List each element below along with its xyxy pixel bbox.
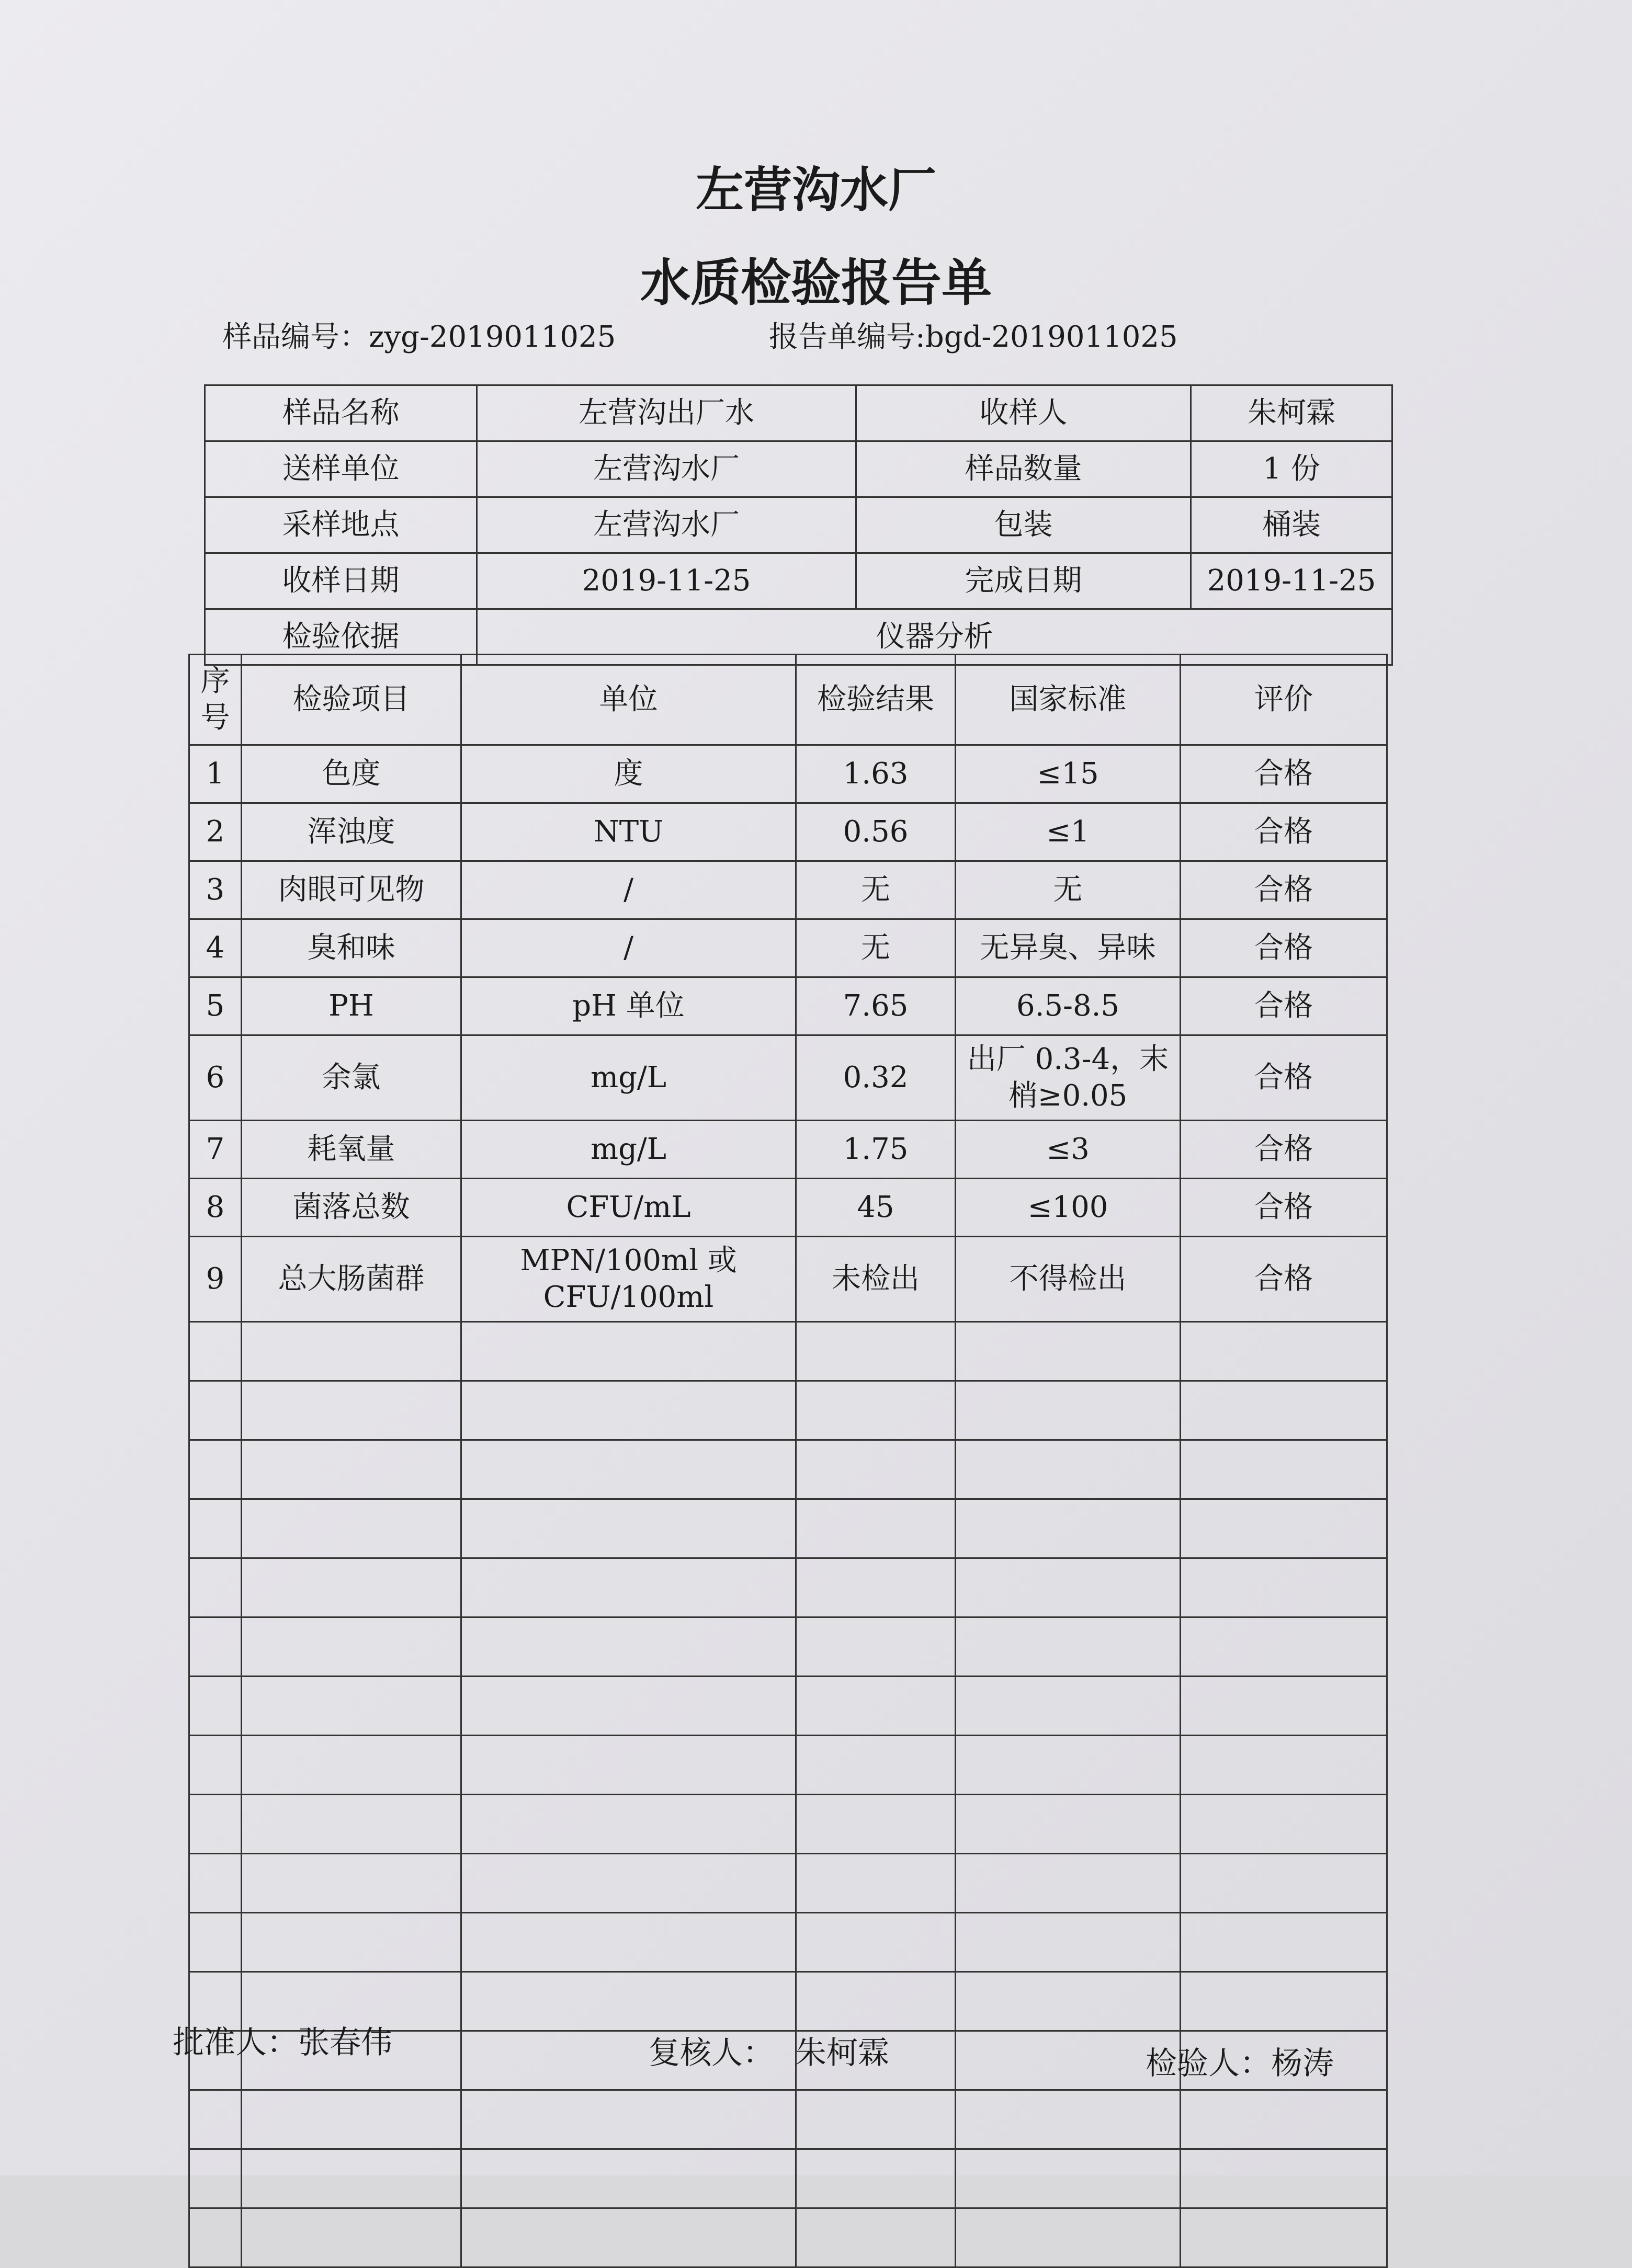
approver-signature <box>173 2018 392 2062</box>
col-header-unit: 单位 <box>461 655 796 745</box>
empty-row <box>189 1440 1387 1499</box>
info-value: 2019-11-25 <box>477 553 856 609</box>
evaluation: 合格 <box>1181 1179 1387 1237</box>
unit: mg/L <box>461 1035 796 1121</box>
info-label: 完成日期 <box>856 553 1191 609</box>
info-value: 2019-11-25 <box>1191 553 1392 609</box>
approver-name: 张春伟 <box>298 2024 392 2061</box>
evaluation: 合格 <box>1181 1121 1387 1179</box>
row-index: 5 <box>189 977 242 1035</box>
standard: ≤100 <box>956 1179 1181 1237</box>
info-label: 样品数量 <box>856 441 1191 497</box>
standard: 无异臭、异味 <box>956 919 1181 977</box>
test-item: 色度 <box>242 745 461 803</box>
table-row <box>189 861 1387 919</box>
unit: 度 <box>461 745 796 803</box>
unit: / <box>461 919 796 977</box>
row-index: 8 <box>189 1179 242 1237</box>
empty-row <box>189 1736 1387 1795</box>
empty-row <box>189 1322 1387 1381</box>
empty-row <box>189 1617 1387 1677</box>
result: 1.75 <box>796 1121 956 1179</box>
test-item: 余氯 <box>242 1035 461 1121</box>
reviewer-signature <box>649 2028 889 2073</box>
col-header-index: 序号 <box>189 655 242 745</box>
info-row <box>205 441 1392 497</box>
row-index: 3 <box>189 861 242 919</box>
info-row <box>205 553 1392 609</box>
info-label: 收样人 <box>856 385 1191 441</box>
empty-row <box>189 1677 1387 1736</box>
basis-value: 仪器分析 <box>477 609 1392 665</box>
unit: MPN/100ml 或 CFU/100ml <box>461 1237 796 1322</box>
info-value: 左营沟水厂 <box>477 497 856 553</box>
standard: 不得检出 <box>956 1237 1181 1322</box>
row-index: 9 <box>189 1237 242 1322</box>
test-item: PH <box>242 977 461 1035</box>
organization-title: 左营沟水厂 <box>695 162 936 218</box>
empty-row <box>189 2208 1387 2267</box>
test-item: 耗氧量 <box>242 1121 461 1179</box>
empty-row <box>189 2149 1387 2208</box>
empty-row <box>189 2090 1387 2149</box>
info-label: 样品名称 <box>205 385 477 441</box>
info-value: 朱柯霖 <box>1191 385 1392 441</box>
standard: ≤1 <box>956 803 1181 861</box>
result: 无 <box>796 919 956 977</box>
table-row <box>189 1035 1387 1121</box>
evaluation: 合格 <box>1181 977 1387 1035</box>
empty-row <box>189 1381 1387 1440</box>
info-label: 收样日期 <box>205 553 477 609</box>
standard: ≤15 <box>956 745 1181 803</box>
result: 1.63 <box>796 745 956 803</box>
table-row <box>189 977 1387 1035</box>
result: 7.65 <box>796 977 956 1035</box>
info-label: 采样地点 <box>205 497 477 553</box>
inspector-signature <box>1146 2038 1334 2083</box>
result: 无 <box>796 861 956 919</box>
reviewer-label: 复核人： <box>649 2035 774 2071</box>
table-row <box>189 1121 1387 1179</box>
standard: 出厂 0.3-4，末梢≥0.05 <box>956 1035 1181 1121</box>
row-index: 7 <box>189 1121 242 1179</box>
row-index: 2 <box>189 803 242 861</box>
info-label: 包装 <box>856 497 1191 553</box>
result: 0.56 <box>796 803 956 861</box>
row-index: 4 <box>189 919 242 977</box>
sample-info-table <box>204 384 1393 666</box>
empty-row <box>189 1913 1387 1972</box>
col-header-item: 检验项目 <box>242 655 461 745</box>
info-row <box>205 497 1392 553</box>
unit: CFU/mL <box>461 1179 796 1237</box>
unit: NTU <box>461 803 796 861</box>
evaluation: 合格 <box>1181 1237 1387 1322</box>
test-item: 浑浊度 <box>242 803 461 861</box>
reviewer-name: 朱柯霖 <box>795 2035 889 2071</box>
info-row <box>205 385 1392 441</box>
sample-number: 样品编号：zyg-2019011025 <box>222 320 616 354</box>
evaluation: 合格 <box>1181 803 1387 861</box>
standard: 无 <box>956 861 1181 919</box>
empty-row <box>189 1854 1387 1913</box>
test-item: 肉眼可见物 <box>242 861 461 919</box>
evaluation: 合格 <box>1181 1035 1387 1121</box>
inspector-label: 检验人： <box>1146 2045 1271 2082</box>
standard: ≤3 <box>956 1121 1181 1179</box>
table-row <box>189 745 1387 803</box>
evaluation: 合格 <box>1181 919 1387 977</box>
empty-row <box>189 1558 1387 1617</box>
report-number: 报告单编号:bgd-2019011025 <box>769 320 1178 354</box>
inspector-name: 杨涛 <box>1271 2045 1334 2082</box>
unit: / <box>461 861 796 919</box>
info-value: 左营沟出厂水 <box>477 385 856 441</box>
table-row <box>189 1237 1387 1322</box>
standard: 6.5-8.5 <box>956 977 1181 1035</box>
unit: pH 单位 <box>461 977 796 1035</box>
test-item: 总大肠菌群 <box>242 1237 461 1322</box>
test-item: 臭和味 <box>242 919 461 977</box>
evaluation: 合格 <box>1181 745 1387 803</box>
info-value: 桶装 <box>1191 497 1392 553</box>
basis-label: 检验依据 <box>205 609 477 665</box>
result: 0.32 <box>796 1035 956 1121</box>
info-value: 左营沟水厂 <box>477 441 856 497</box>
table-row <box>189 1179 1387 1237</box>
unit: mg/L <box>461 1121 796 1179</box>
empty-row <box>189 1795 1387 1854</box>
document-title: 水质检验报告单 <box>640 254 992 312</box>
evaluation: 合格 <box>1181 861 1387 919</box>
info-value: 1 份 <box>1191 441 1392 497</box>
row-index: 6 <box>189 1035 242 1121</box>
results-header-row <box>189 655 1387 745</box>
test-item: 菌落总数 <box>242 1179 461 1237</box>
approver-label: 批准人： <box>173 2024 298 2061</box>
table-row <box>189 919 1387 977</box>
table-row <box>189 803 1387 861</box>
result: 45 <box>796 1179 956 1237</box>
info-label: 送样单位 <box>205 441 477 497</box>
col-header-standard: 国家标准 <box>956 655 1181 745</box>
empty-row <box>189 1499 1387 1558</box>
result: 未检出 <box>796 1237 956 1322</box>
row-index: 1 <box>189 745 242 803</box>
col-header-result: 检验结果 <box>796 655 956 745</box>
col-header-evaluation: 评价 <box>1181 655 1387 745</box>
